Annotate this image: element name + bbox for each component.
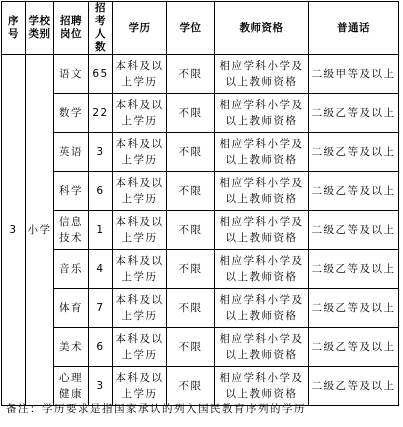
header-degree: 学位 — [167, 2, 215, 55]
mandarin-cell: 二级甲等及以上 — [309, 55, 399, 94]
education-cell: 本科及以上学历 — [113, 328, 167, 367]
table-row — [2, 55, 399, 94]
post-cell: 心理健康 — [54, 367, 89, 406]
count-cell: 3 — [89, 367, 113, 406]
post-cell: 数学 — [54, 94, 89, 133]
post-cell: 英语 — [54, 133, 89, 172]
table-body — [2, 55, 399, 406]
education-cell: 本科及以上学历 — [113, 367, 167, 406]
header-teacher-cert: 教师资格 — [215, 2, 309, 55]
post-cell: 科学 — [54, 172, 89, 211]
education-cell: 本科及以上学历 — [113, 94, 167, 133]
degree-cell: 不限 — [167, 211, 215, 250]
teacher-cert-cell: 相应学科小学及以上教师资格 — [215, 94, 309, 133]
teacher-cert-cell: 相应学科小学及以上教师资格 — [215, 211, 309, 250]
table-row — [2, 250, 399, 289]
count-cell: 22 — [89, 94, 113, 133]
footnote: 备注：学历要求是指国家承认的列入国民教育序列的学历 — [6, 403, 306, 415]
table-row — [2, 94, 399, 133]
count-cell: 3 — [89, 133, 113, 172]
teacher-cert-cell: 相应学科小学及以上教师资格 — [215, 250, 309, 289]
table-row — [2, 289, 399, 328]
table-row — [2, 328, 399, 367]
mandarin-cell: 二级乙等及以上 — [309, 94, 399, 133]
recruitment-table — [1, 1, 399, 406]
degree-cell: 不限 — [167, 328, 215, 367]
degree-cell: 不限 — [167, 367, 215, 406]
teacher-cert-cell: 相应学科小学及以上教师资格 — [215, 328, 309, 367]
degree-cell: 不限 — [167, 289, 215, 328]
post-cell: 语文 — [54, 55, 89, 94]
count-cell: 4 — [89, 250, 113, 289]
post-cell: 信息技术 — [54, 211, 89, 250]
education-cell: 本科及以上学历 — [113, 211, 167, 250]
mandarin-cell: 二级乙等及以上 — [309, 367, 399, 406]
table-row — [2, 367, 399, 406]
teacher-cert-cell: 相应学科小学及以上教师资格 — [215, 133, 309, 172]
education-cell: 本科及以上学历 — [113, 250, 167, 289]
education-cell: 本科及以上学历 — [113, 289, 167, 328]
mandarin-cell: 二级乙等及以上 — [309, 211, 399, 250]
header-count: 招考人数 — [89, 2, 113, 55]
education-cell: 本科及以上学历 — [113, 55, 167, 94]
table-row — [2, 172, 399, 211]
education-cell: 本科及以上学历 — [113, 172, 167, 211]
school-type-cell: 小学 — [26, 55, 54, 406]
header-school-type: 学校类别 — [26, 2, 54, 55]
teacher-cert-cell: 相应学科小学及以上教师资格 — [215, 172, 309, 211]
header-seq: 序号 — [2, 2, 26, 55]
table-row — [2, 133, 399, 172]
teacher-cert-cell: 相应学科小学及以上教师资格 — [215, 55, 309, 94]
header-post: 招聘岗位 — [54, 2, 89, 55]
degree-cell: 不限 — [167, 94, 215, 133]
count-cell: 6 — [89, 172, 113, 211]
count-cell: 7 — [89, 289, 113, 328]
post-cell: 音乐 — [54, 250, 89, 289]
degree-cell: 不限 — [167, 250, 215, 289]
header-row — [2, 2, 399, 55]
table-row — [2, 211, 399, 250]
mandarin-cell: 二级乙等及以上 — [309, 172, 399, 211]
count-cell: 6 — [89, 328, 113, 367]
header-education: 学历 — [113, 2, 167, 55]
post-cell: 美术 — [54, 328, 89, 367]
post-cell: 体育 — [54, 289, 89, 328]
teacher-cert-cell: 相应学科小学及以上教师资格 — [215, 367, 309, 406]
mandarin-cell: 二级乙等及以上 — [309, 133, 399, 172]
count-cell: 65 — [89, 55, 113, 94]
mandarin-cell: 二级乙等及以上 — [309, 250, 399, 289]
teacher-cert-cell: 相应学科小学及以上教师资格 — [215, 289, 309, 328]
mandarin-cell: 二级乙等及以上 — [309, 289, 399, 328]
degree-cell: 不限 — [167, 172, 215, 211]
seq-cell: 3 — [2, 55, 26, 406]
mandarin-cell: 二级乙等及以上 — [309, 328, 399, 367]
count-cell: 1 — [89, 211, 113, 250]
degree-cell: 不限 — [167, 133, 215, 172]
header-mandarin: 普通话 — [309, 2, 399, 55]
degree-cell: 不限 — [167, 55, 215, 94]
education-cell: 本科及以上学历 — [113, 133, 167, 172]
